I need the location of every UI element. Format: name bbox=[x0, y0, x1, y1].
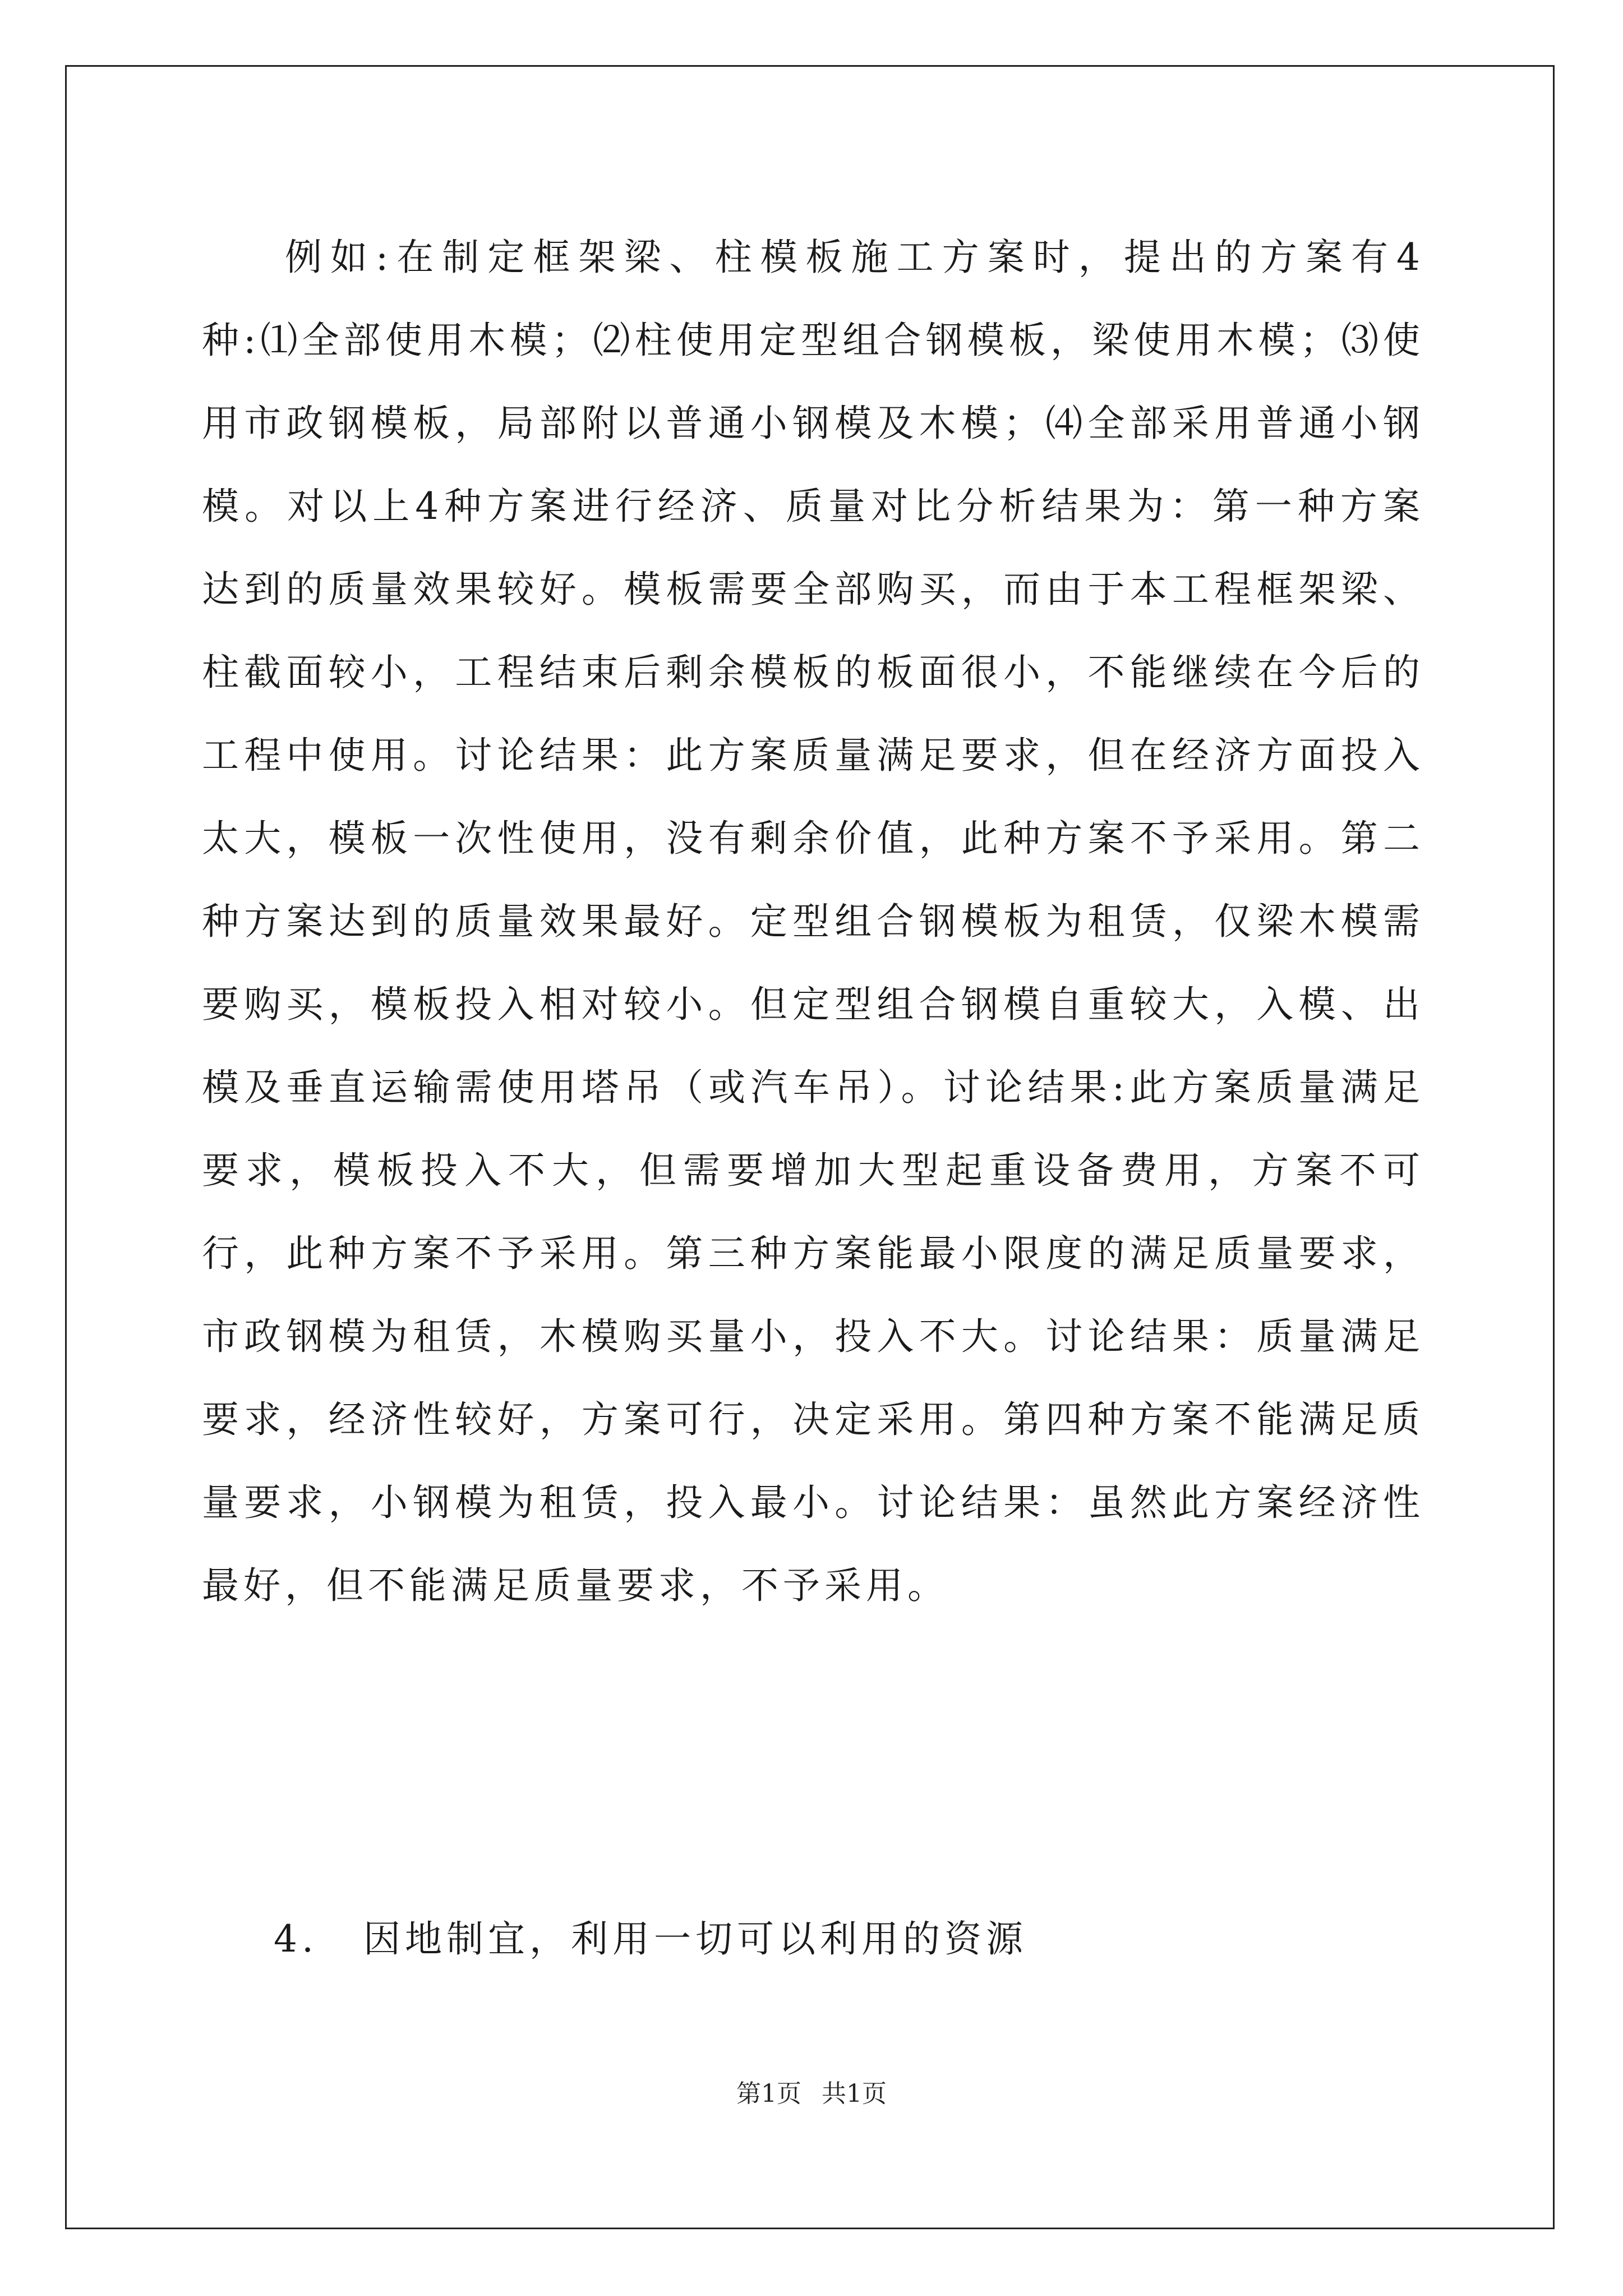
page-number: 第1页 bbox=[736, 2079, 801, 2108]
section-number: 4. bbox=[274, 1917, 318, 1961]
section-heading bbox=[274, 1898, 1027, 1981]
page-total: 共1页 bbox=[822, 2079, 887, 2108]
document-body bbox=[202, 216, 1424, 1627]
paragraph: 例如:在制定框架梁、柱模板施工方案时，提出的方案有4种:⑴全部使用木模；⑵柱使用定型组合钢模板，梁使用木模；⑶使用市政钢模板，局部附以普通小钢模及木模；⑷全部采用普通小钢模。对以上4种方案进行经济、质量对比分析结果为：第一种方案达到的质量效果较好。模板需要全部购买，而由于本工程框架梁、柱截面较小，工程结束后剩余模板的板面很小，不能继续在今后的工程中使用。讨论结果：此方案质量满足要求，但在经济方面投入太大，模板一次性使用，没有剩余价值，此种方案不予采用。第二种方案达到的质量效果最好。定型组合钢模板为租赁，仅梁木模需要购买，模板投入相对较小。但定型组合钢模自重较大，入模、出模及垂直运输需使用塔吊（或汽车吊）。讨论结果:此方案质量满足要求，模板投入不大，但需要增加大型起重设备费用，方案不可行，此种方案不予采用。第三种方案能最小限度的满足质量要求，市政钢模为租赁，木模购买量小，投入不大。讨论结果：质量满足要求，经济性较好，方案可行，决定采用。第四种方案不能满足质量要求，小钢模为租赁，投入最小。讨论结果：虽然此方案经济性最好，但不能满足质量要求，不予采用。 bbox=[202, 236, 1424, 1607]
section-title: 因地制宜，利用一切可以利用的资源 bbox=[363, 1917, 1027, 1961]
page-footer bbox=[0, 2077, 1623, 2111]
